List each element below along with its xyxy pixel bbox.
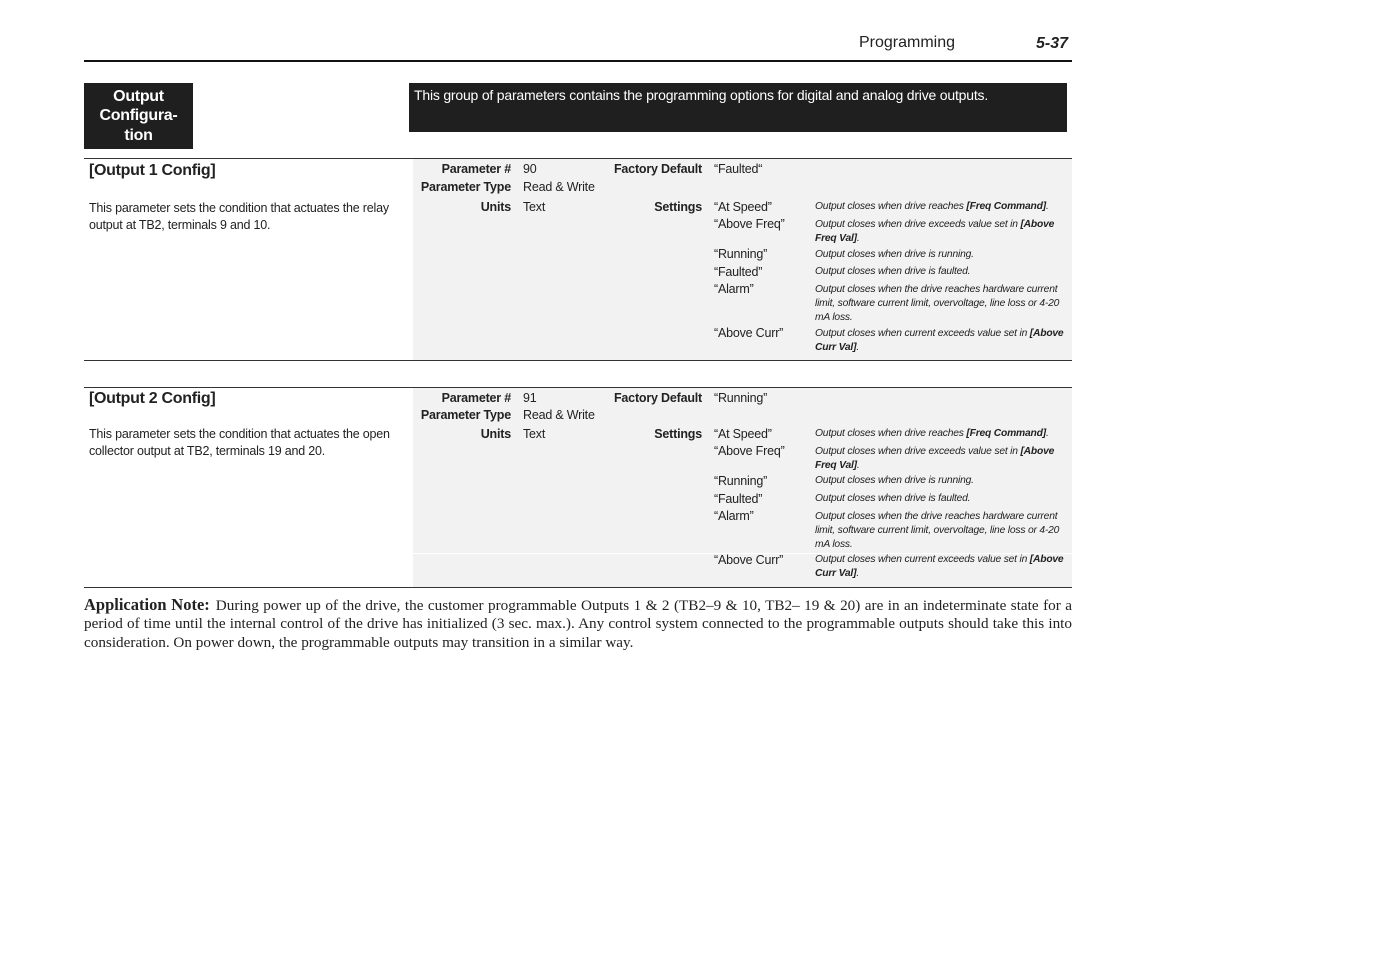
group-title-tab (84, 83, 193, 149)
parameter-block-output-2 (84, 387, 1072, 588)
application-note-text: During power up of the drive, the customer programmable Outputs 1 & 2 (TB2–9 & 10, TB2– 19 & 20) are in an indeterminate state for a period of time until the internal control of the drive has initialized (3 sec. max.). Any control system connected to the programmable outputs should take this into consideration. On power down, the programmable outputs may transition in a similar way. (84, 597, 1072, 651)
parameter-block-output-1 (84, 158, 1072, 361)
block-bottom-rule (84, 360, 1072, 361)
block-bottom-rule (84, 587, 1072, 588)
application-note-title: Application Note: (84, 595, 210, 614)
setting-option: “Above Curr” (714, 326, 784, 340)
setting-description: Output closes when drive exceeds value set in [Above Freq Val]. (815, 446, 1055, 471)
setting-option: “Alarm” (714, 509, 754, 523)
setting-description: Output closes when the drive reaches hardware current limit, software current limit, overvoltage, line loss or 4-20 mA loss. (815, 511, 1060, 550)
header-rule (84, 60, 1072, 62)
setting-option: “At Speed” (714, 427, 772, 441)
setting-description: Output closes when the drive reaches hardware current limit, software current limit, overvoltage, line loss or 4-20 mA loss. (815, 284, 1060, 323)
label-settings: Settings (654, 200, 702, 214)
parameter-description: This parameter sets the condition that actuates the relay output at TB2, terminals 9 and 10. (89, 201, 389, 232)
setting-option: “Running” (714, 474, 768, 488)
setting-description: Output closes when drive is faulted. (815, 493, 971, 504)
setting-description: Output closes when drive exceeds value set in [Above Freq Val]. (815, 219, 1055, 244)
page-number: 5-37 (1036, 35, 1069, 52)
label-parameter-type: Parameter Type (420, 408, 511, 422)
setting-description: Output closes when current exceeds value set in [Above Curr Val]. (815, 328, 1064, 353)
setting-description: Output closes when drive is running. (815, 249, 974, 260)
application-note (84, 596, 1072, 652)
setting-option: “Alarm” (714, 282, 754, 296)
parameter-type: Read & Write (523, 408, 595, 422)
setting-description: Output closes when drive is faulted. (815, 266, 971, 277)
setting-option: “Above Curr” (714, 553, 784, 567)
label-factory-default: Factory Default (614, 391, 702, 405)
setting-option: “Running” (714, 247, 768, 261)
parameter-name: [Output 2 Config] (89, 390, 216, 407)
setting-option: “Faulted” (714, 492, 763, 506)
setting-description: Output closes when current exceeds value set in [Above Curr Val]. (815, 554, 1064, 579)
label-units: Units (480, 427, 511, 441)
setting-option: “Above Freq” (714, 217, 785, 231)
parameter-name: [Output 1 Config] (89, 162, 216, 179)
parameter-units: Text (523, 200, 546, 214)
group-description: This group of parameters contains the programming options for digital and analog drive outputs. (409, 83, 1067, 132)
setting-description: Output closes when drive reaches [Freq Command]. (815, 201, 1049, 212)
group-title: Output Configura- tion (99, 87, 178, 144)
running-header-section: Programming (859, 34, 956, 51)
label-settings: Settings (654, 427, 702, 441)
label-parameter-number: Parameter # (441, 162, 511, 176)
label-units: Units (480, 200, 511, 214)
setting-description: Output closes when drive is running. (815, 475, 974, 486)
setting-option: “Above Freq” (714, 444, 785, 458)
factory-default: “Faulted“ (714, 162, 763, 176)
block-top-rule (84, 158, 1072, 159)
label-factory-default: Factory Default (614, 162, 702, 176)
parameter-number: 90 (523, 162, 537, 176)
setting-option: “Faulted” (714, 265, 763, 279)
block-top-rule (84, 387, 1072, 388)
factory-default: “Running” (714, 391, 768, 405)
parameter-number: 91 (523, 391, 537, 405)
parameter-type: Read & Write (523, 180, 595, 194)
parameter-units: Text (523, 427, 546, 441)
setting-option: “At Speed” (714, 200, 772, 214)
parameter-description: This parameter sets the condition that actuates the open collector output at TB2, terminals 19 and 20. (89, 427, 390, 458)
label-parameter-number: Parameter # (441, 391, 511, 405)
label-parameter-type: Parameter Type (420, 180, 511, 194)
setting-description: Output closes when drive reaches [Freq Command]. (815, 428, 1049, 439)
